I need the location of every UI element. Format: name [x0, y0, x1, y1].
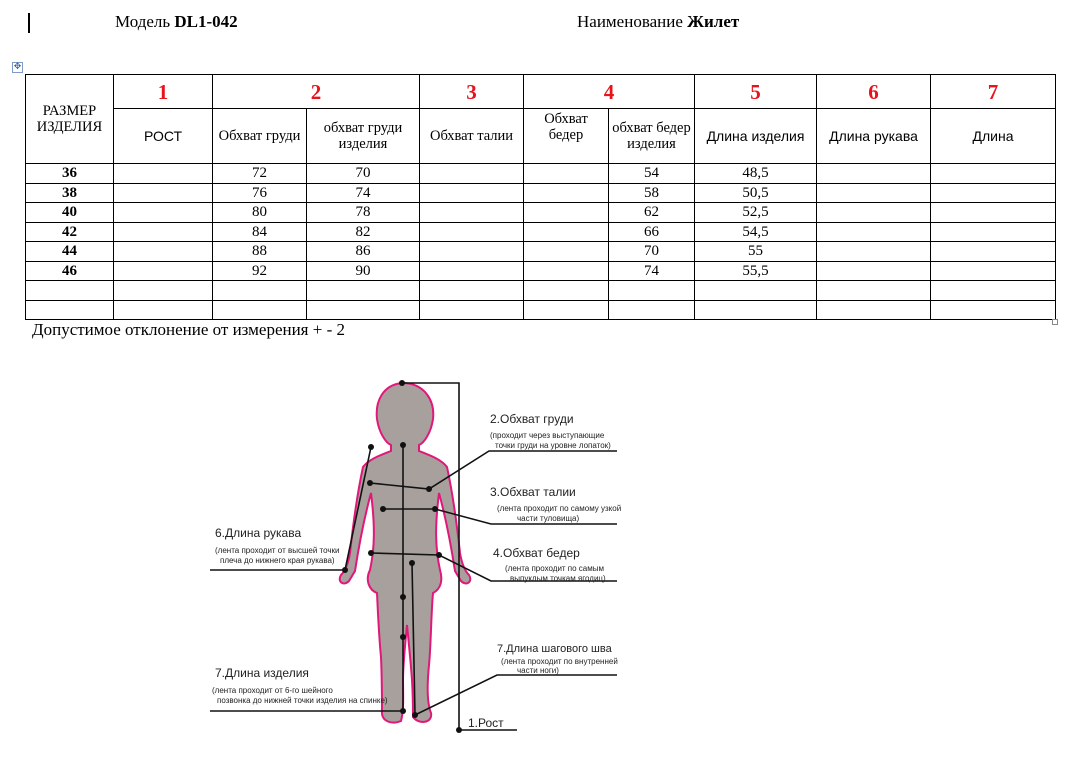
- m7s-note1: (лента проходит по внутренней: [501, 657, 618, 666]
- value-cell: 50,5: [695, 183, 817, 203]
- m4-note2: выпуклым точкам ягодиц): [510, 574, 606, 583]
- m2-title: 2.Обхват груди: [490, 412, 574, 426]
- value-cell: [817, 183, 931, 203]
- value-cell: [524, 261, 609, 281]
- col-length: Длина: [931, 109, 1056, 164]
- m3-title: 3.Обхват талии: [490, 485, 576, 499]
- size-cell: [26, 300, 114, 320]
- table-row: [26, 242, 1056, 262]
- value-cell: 92: [213, 261, 307, 281]
- value-cell: [307, 281, 420, 301]
- size-cell: [26, 281, 114, 301]
- value-cell: [420, 300, 524, 320]
- value-cell: [114, 222, 213, 242]
- value-cell: [524, 183, 609, 203]
- m4-title: 4.Обхват бедер: [493, 546, 580, 560]
- value-cell: [524, 300, 609, 320]
- value-cell: 80: [213, 203, 307, 223]
- value-cell: [817, 222, 931, 242]
- size-cell: 36: [26, 164, 114, 184]
- value-cell: 86: [307, 242, 420, 262]
- value-cell: 48,5: [695, 164, 817, 184]
- value-cell: 88: [213, 242, 307, 262]
- value-cell: [817, 281, 931, 301]
- table-row: [26, 203, 1056, 223]
- group-num-6: 6: [817, 75, 931, 109]
- value-cell: [524, 164, 609, 184]
- group-num-5: 5: [695, 75, 817, 109]
- group-num-7: 7: [931, 75, 1056, 109]
- m3-note2: части туловища): [517, 514, 580, 523]
- value-cell: [609, 281, 695, 301]
- size-cell: 42: [26, 222, 114, 242]
- value-cell: 76: [213, 183, 307, 203]
- value-cell: 54,5: [695, 222, 817, 242]
- value-cell: [931, 242, 1056, 262]
- value-cell: 58: [609, 183, 695, 203]
- column-label-row: [26, 109, 1056, 164]
- m7-title: 7.Длина изделия: [215, 666, 309, 680]
- value-cell: [420, 183, 524, 203]
- model-header: [115, 12, 238, 32]
- girl-silhouette: [340, 383, 471, 723]
- value-cell: [931, 183, 1056, 203]
- value-cell: 70: [609, 242, 695, 262]
- value-cell: [817, 242, 931, 262]
- size-cell: 38: [26, 183, 114, 203]
- m7-note1: (лента проходит от 6-го шейного: [212, 686, 333, 695]
- model-label: Модель: [115, 12, 171, 31]
- value-cell: 84: [213, 222, 307, 242]
- value-cell: [420, 242, 524, 262]
- value-cell: [420, 164, 524, 184]
- table-row: [26, 164, 1056, 184]
- value-cell: 54: [609, 164, 695, 184]
- value-cell: [420, 203, 524, 223]
- value-cell: [931, 300, 1056, 320]
- m6-note2: плеча до нижнего края рукава): [220, 556, 335, 565]
- m6-note1: (лента проходит от высшей точки: [215, 546, 340, 555]
- value-cell: [695, 281, 817, 301]
- name-header: [577, 12, 739, 32]
- col-hips-garment: обхват бедер изделия: [609, 109, 695, 164]
- size-cell: 46: [26, 261, 114, 281]
- table-resize-handle[interactable]: [1052, 319, 1058, 325]
- size-cell: 40: [26, 203, 114, 223]
- inseam-line: [412, 563, 617, 715]
- table-move-handle-icon[interactable]: ✥: [13, 62, 22, 72]
- value-cell: 74: [609, 261, 695, 281]
- value-cell: [695, 300, 817, 320]
- m4-note1: (лента проходит по самым: [505, 564, 604, 573]
- m7-note2: позвонка до нижней точки изделия на спинке): [217, 696, 388, 705]
- value-cell: [420, 222, 524, 242]
- col-sleeve-length: Длина рукава: [817, 109, 931, 164]
- group-num-4: 4: [524, 75, 695, 109]
- value-cell: [524, 222, 609, 242]
- value-cell: 55: [695, 242, 817, 262]
- value-cell: [817, 203, 931, 223]
- group-num-2: 2: [213, 75, 420, 109]
- table-row: [26, 300, 1056, 320]
- name-label: Наименование: [577, 12, 683, 31]
- value-cell: [213, 300, 307, 320]
- m2-note1: (проходит через выступающие: [490, 431, 605, 440]
- value-cell: 72: [213, 164, 307, 184]
- value-cell: 78: [307, 203, 420, 223]
- value-cell: [817, 300, 931, 320]
- col-chest-garment: обхват груди изделия: [307, 109, 420, 164]
- value-cell: 62: [609, 203, 695, 223]
- value-cell: [420, 261, 524, 281]
- m3-note1: (лента проходит по самому узкой: [497, 504, 622, 513]
- value-cell: [931, 222, 1056, 242]
- table-row: [26, 281, 1056, 301]
- value-cell: [114, 183, 213, 203]
- value-cell: [114, 164, 213, 184]
- m2-note2: точки груди на уровне лопаток): [495, 441, 611, 450]
- value-cell: [114, 203, 213, 223]
- size-table: [25, 74, 1056, 320]
- size-header: РАЗМЕР ИЗДЕЛИЯ: [26, 75, 114, 164]
- value-cell: [931, 281, 1056, 301]
- name-value: Жилет: [687, 12, 740, 31]
- value-cell: [114, 281, 213, 301]
- group-number-row: [26, 75, 1056, 109]
- value-cell: [817, 164, 931, 184]
- value-cell: [213, 281, 307, 301]
- table-row: [26, 222, 1056, 242]
- value-cell: 82: [307, 222, 420, 242]
- value-cell: [524, 281, 609, 301]
- table-row: [26, 261, 1056, 281]
- value-cell: [420, 281, 524, 301]
- tolerance-note: Допустимое отклонение от измерения + - 2: [32, 320, 345, 339]
- col-hips: Обхват бедер: [524, 109, 609, 164]
- value-cell: 90: [307, 261, 420, 281]
- value-cell: [931, 164, 1056, 184]
- size-cell: 44: [26, 242, 114, 262]
- col-chest: Обхват груди: [213, 109, 307, 164]
- value-cell: [609, 300, 695, 320]
- value-cell: 74: [307, 183, 420, 203]
- col-garment-length: Длина изделия: [695, 109, 817, 164]
- measurement-figure: [205, 375, 625, 735]
- value-cell: [524, 242, 609, 262]
- value-cell: 66: [609, 222, 695, 242]
- value-cell: [114, 300, 213, 320]
- value-cell: [114, 261, 213, 281]
- table-row: [26, 183, 1056, 203]
- m7s-title: 7.Длина шагового шва: [497, 643, 612, 655]
- group-num-3: 3: [420, 75, 524, 109]
- value-cell: [114, 242, 213, 262]
- value-cell: [817, 261, 931, 281]
- model-value: DL1-042: [174, 12, 238, 31]
- text-cursor: [28, 13, 30, 33]
- value-cell: [524, 203, 609, 223]
- value-cell: 52,5: [695, 203, 817, 223]
- value-cell: [931, 261, 1056, 281]
- col-height: РОСТ: [114, 109, 213, 164]
- value-cell: [931, 203, 1056, 223]
- m7s-note2: части ноги): [517, 666, 559, 675]
- m1-title: 1.Рост: [468, 716, 504, 730]
- group-num-1: 1: [114, 75, 213, 109]
- col-waist: Обхват талии: [420, 109, 524, 164]
- m6-title: 6.Длина рукава: [215, 526, 302, 540]
- value-cell: [307, 300, 420, 320]
- value-cell: 55,5: [695, 261, 817, 281]
- silhouette-shape: [340, 383, 471, 723]
- value-cell: 70: [307, 164, 420, 184]
